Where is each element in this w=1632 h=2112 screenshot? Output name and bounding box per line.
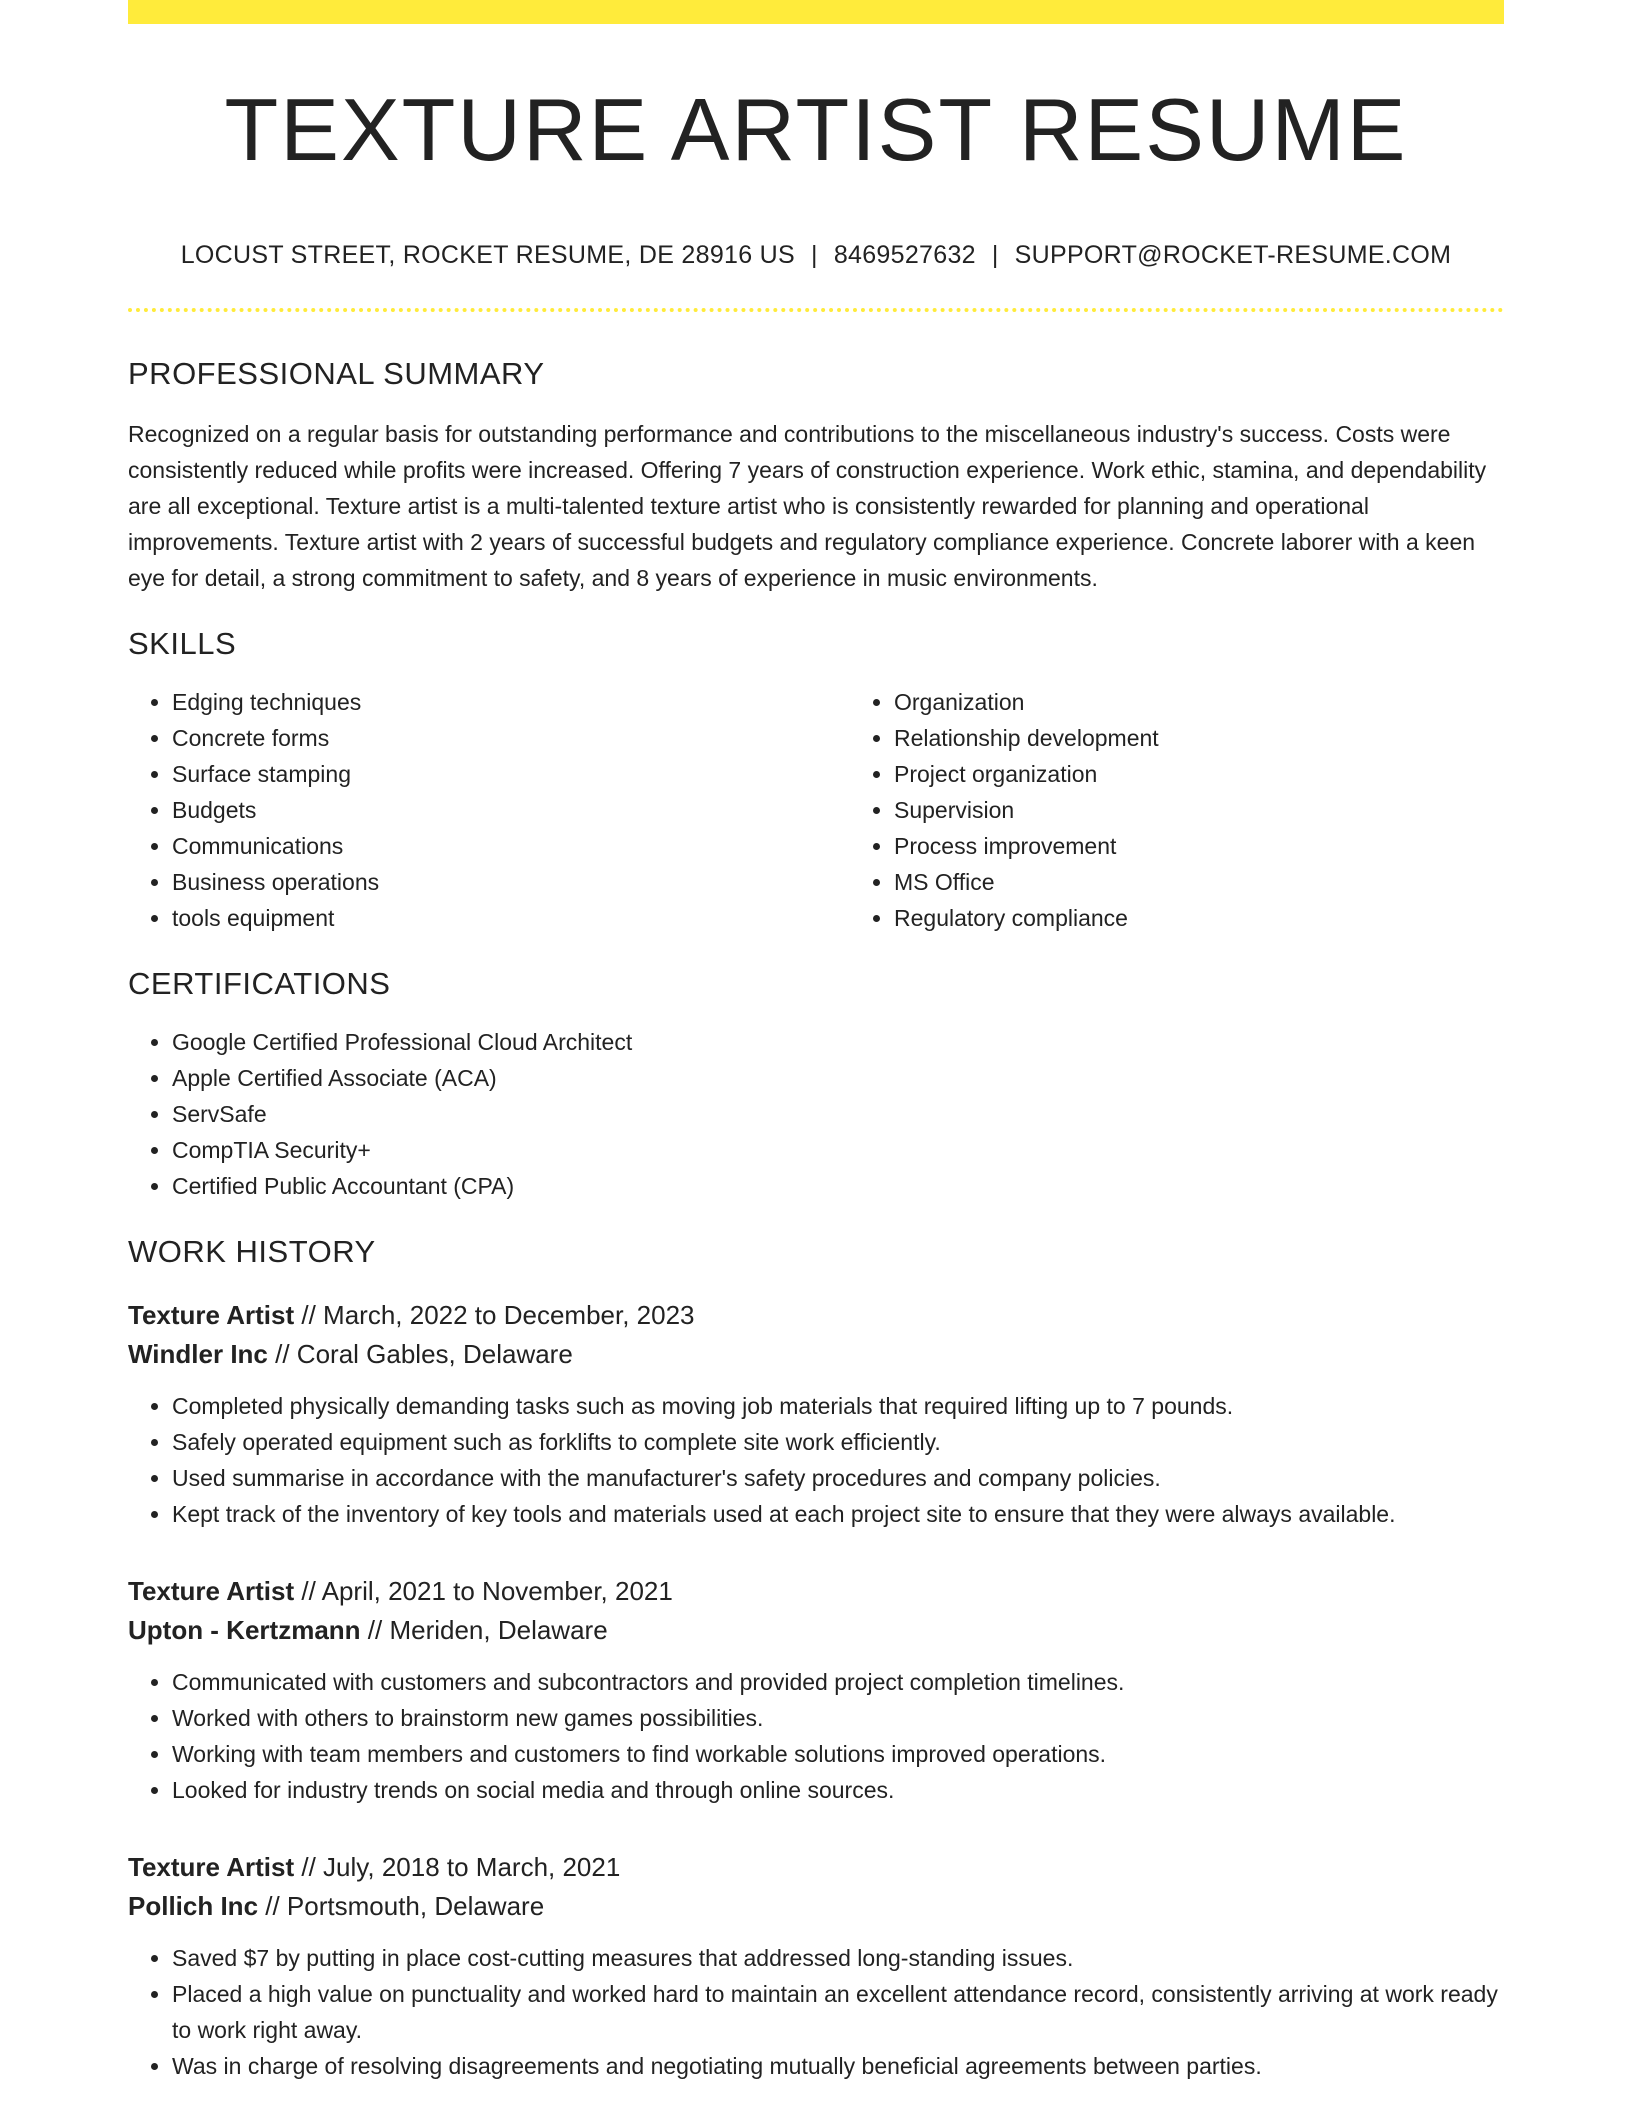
job-bullets [128,1388,1504,1532]
job-entry [128,1848,1504,2084]
job-bullet: • Kept track of the inventory of key tools and materials used at each project site to ensure that they were always available. [172,1496,1504,1532]
job-bullet: • Looked for industry trends on social media and through online sources. [172,1772,1504,1808]
skill-item: • Supervision [894,792,1572,828]
job-title-line [128,1572,1504,1611]
certification-item: • CompTIA Security+ [172,1132,1504,1168]
contact-phone: 8469527632 [833,240,976,269]
skill-item: • tools equipment [172,900,850,936]
certification-item: • Apple Certified Associate (ACA) [172,1060,1504,1096]
job-bullets [128,1664,1504,1808]
summary-section [128,356,1504,596]
skill-item: • Relationship development [894,720,1572,756]
job-company-line [128,1611,1504,1650]
job-title: Texture Artist [128,1575,295,1606]
skills-columns [128,684,1504,936]
job-entry [128,1572,1504,1808]
job-company-line [128,1887,1504,1926]
job-location: // Meriden, Delaware [367,1614,608,1645]
job-bullet: • Was in charge of resolving disagreements and negotiating mutually beneficial agreements between parties. [172,2048,1504,2084]
job-bullet: • Used summarise in accordance with the manufacturer's safety procedures and company policies. [172,1460,1504,1496]
job-dates: // March, 2022 to December, 2023 [301,1299,695,1330]
skill-item: • Budgets [172,792,850,828]
job-company: Upton - Kertzmann [128,1614,361,1645]
certifications-section [128,966,1504,1204]
job-company-line [128,1335,1504,1374]
skills-section [128,626,1504,936]
job-bullet: • Worked with others to brainstorm new games possibilities. [172,1700,1504,1736]
job-bullet: • Communicated with customers and subcontractors and provided project completion timelines. [172,1664,1504,1700]
skill-item: • Process improvement [894,828,1572,864]
dotted-divider [128,308,1504,312]
skills-list-left [128,684,850,936]
top-accent-bar [128,0,1504,24]
skill-item: • Project organization [894,756,1572,792]
job-entry [128,1296,1504,1532]
job-bullet: • Saved $7 by putting in place cost-cutting measures that addressed long-standing issues. [172,1940,1504,1976]
job-title-line [128,1296,1504,1335]
skills-list-right [850,684,1572,936]
certification-item: • Google Certified Professional Cloud Architect [172,1024,1504,1060]
certification-item: • ServSafe [172,1096,1504,1132]
skill-item: • MS Office [894,864,1572,900]
job-company: Pollich Inc [128,1890,259,1921]
contact-email: SUPPORT@ROCKET-RESUME.COM [1014,240,1452,269]
job-bullets [128,1940,1504,2084]
job-company: Windler Inc [128,1338,268,1369]
job-bullet: • Safely operated equipment such as forklifts to complete site work efficiently. [172,1424,1504,1460]
contact-address: LOCUST STREET, ROCKET RESUME, DE 28916 US [180,240,796,269]
contact-separator: | [811,240,818,269]
job-bullet: • Placed a high value on punctuality and worked hard to maintain an excellent attendance record, consistently arriving at work ready to work right away. [172,1976,1504,2048]
skill-item: • Business operations [172,864,850,900]
contact-separator: | [991,240,999,269]
contact-line [128,241,1504,270]
job-location: // Portsmouth, Delaware [265,1890,545,1921]
job-dates: // April, 2021 to November, 2021 [301,1575,673,1606]
certifications-heading: CERTIFICATIONS [128,965,391,1001]
skill-item: • Organization [894,684,1572,720]
summary-text: Recognized on a regular basis for outstanding performance and contributions to the miscellaneous industry's success. Costs were consistently reduced while profits were increased. Offering 7 years of construction experience. Work ethic, stamina, and dependability are all exceptional. Texture artist is a multi-talented texture artist who is consistently rewarded for planning and operational improvements. Texture artist with 2 years of successful budgets and regulatory compliance experience. Concrete laborer with a keen eye for detail, a strong commitment to safety, and 8 years of experience in music environments. [128,420,1487,591]
work-history-heading: WORK HISTORY [128,1233,376,1269]
certification-item: • Certified Public Accountant (CPA) [172,1168,1504,1204]
skill-item: • Edging techniques [172,684,850,720]
skill-item: • Surface stamping [172,756,850,792]
certifications-list [128,1024,1504,1204]
resume-title: TEXTURE ARTIST RESUME [224,80,1408,179]
job-bullet: • Completed physically demanding tasks such as moving job materials that required lifting up to 7 pounds. [172,1388,1504,1424]
work-history-section [128,1234,1504,2084]
summary-heading: PROFESSIONAL SUMMARY [128,355,545,391]
job-bullet: • Working with team members and customers to find workable solutions improved operations. [172,1736,1504,1772]
skill-item: • Concrete forms [172,720,850,756]
job-dates: // July, 2018 to March, 2021 [301,1851,621,1882]
skill-item: • Regulatory compliance [894,900,1572,936]
job-title: Texture Artist [128,1299,295,1330]
job-location: // Coral Gables, Delaware [275,1338,573,1369]
job-title-line [128,1848,1504,1887]
skill-item: • Communications [172,828,850,864]
resume-page [128,0,1504,2084]
job-title: Texture Artist [128,1851,295,1882]
skills-heading: SKILLS [128,625,237,661]
